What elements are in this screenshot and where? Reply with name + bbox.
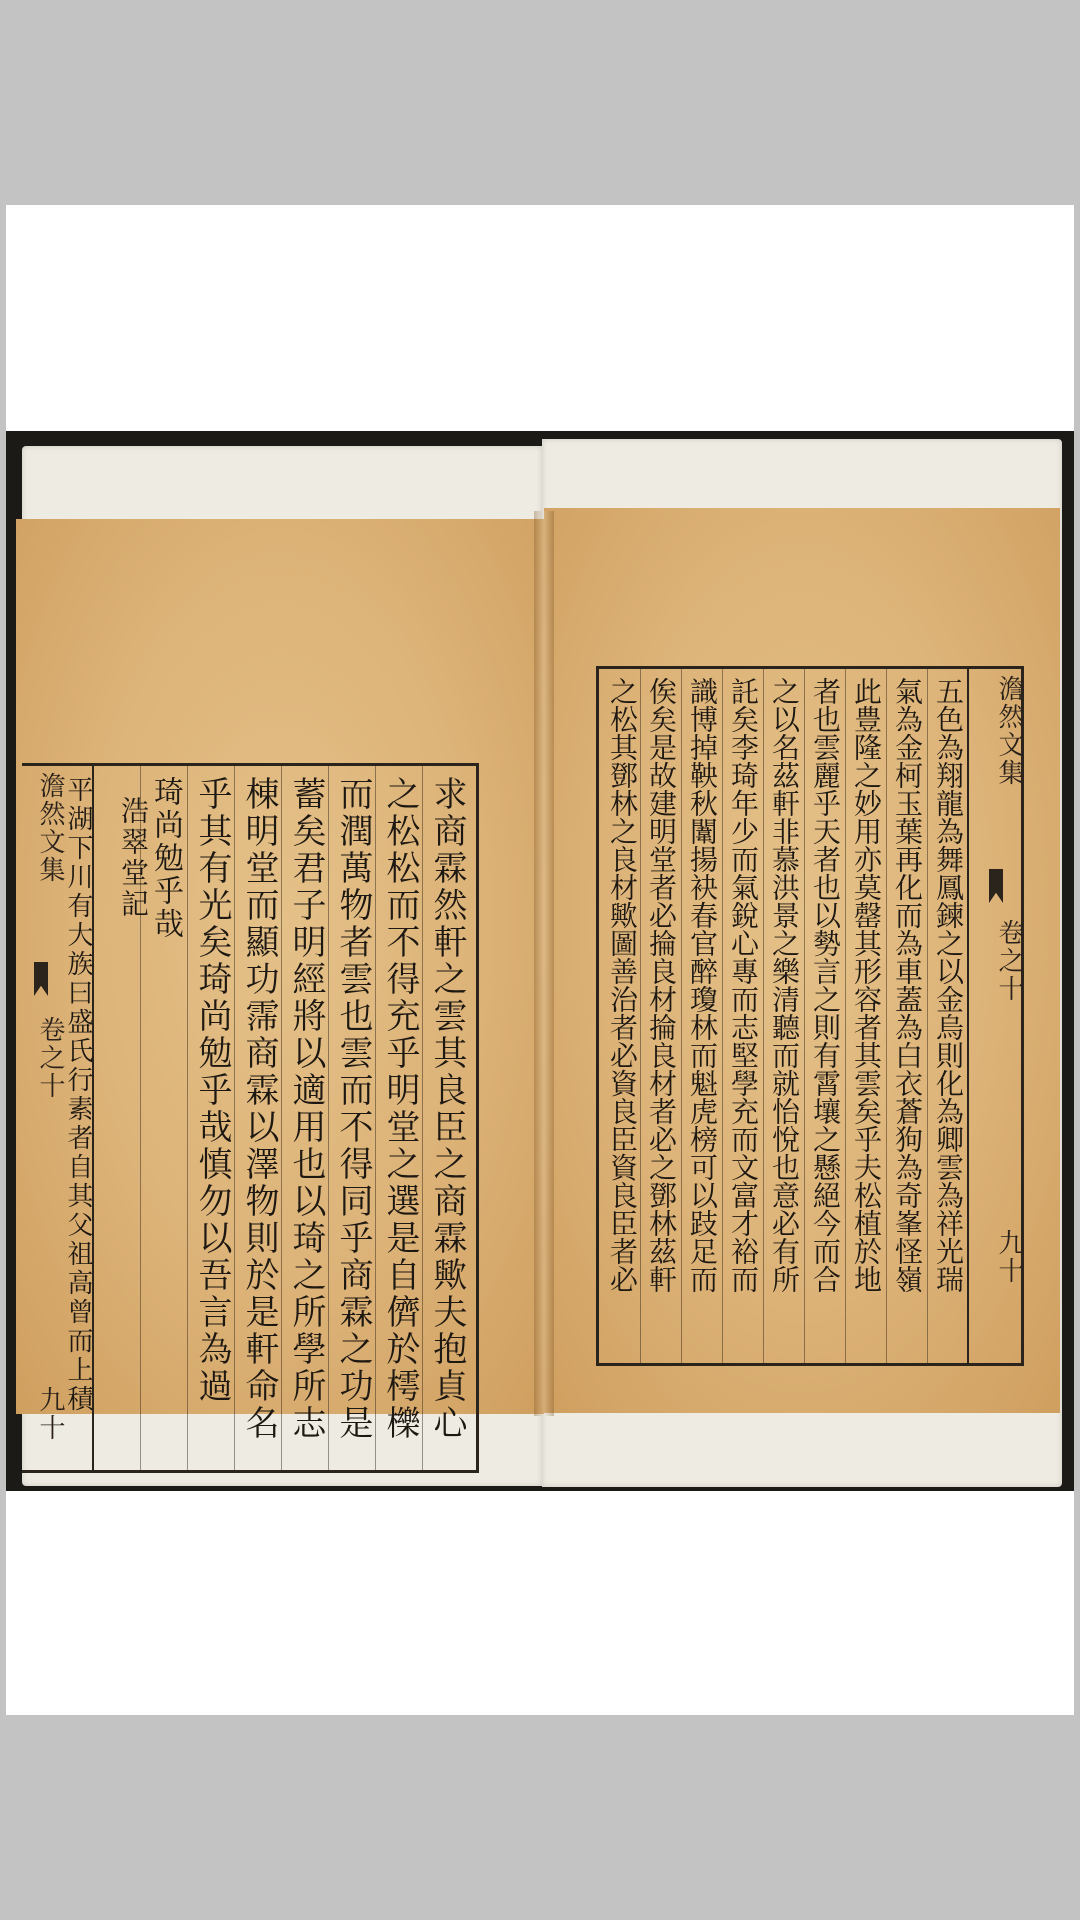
- right-banxin-line: [967, 669, 969, 1363]
- left-text-column: 而潤萬物者雲也雲而不得同乎商霖之功是: [333, 776, 373, 1442]
- right-text-column: 氣為金柯玉葉再化而為車蓋為白衣蒼狗為奇峯怪嶺: [891, 677, 924, 1293]
- left-margin-title: 澹然文集: [35, 772, 65, 884]
- book-photograph: [6, 431, 1074, 1491]
- left-section-title: 浩翠堂記: [117, 796, 150, 920]
- left-text-column: 琦尚勉乎哉: [148, 776, 183, 941]
- right-margin-title: 澹然文集: [994, 675, 1024, 787]
- image-card: [6, 205, 1074, 1715]
- left-text-column: 之松松而不得充乎明堂之選是自儕於樗櫟: [380, 776, 420, 1442]
- right-text-column: 託矣李琦年少而氣銳心專而志堅學充而文富才裕而: [727, 677, 760, 1293]
- left-text-column: 求商霖然軒之雲其良臣之商霖歟夫抱貞心: [427, 776, 467, 1442]
- right-text-column: 者也雲麗乎天者也以勢言之則有霄壤之懸絕今而合: [809, 677, 842, 1293]
- right-page: [544, 508, 1060, 1413]
- left-page-frame: [22, 763, 479, 1473]
- left-page: [16, 519, 544, 1442]
- fishtail-mark: [34, 962, 48, 996]
- right-margin-volume: 卷之十: [994, 919, 1024, 1003]
- right-margin-leaf: 九十: [994, 1229, 1024, 1285]
- left-margin-leaf: 九十: [35, 1386, 65, 1442]
- fishtail-mark: [989, 869, 1003, 903]
- left-text-column: 棟明堂而顯功霈商霖以澤物則於是軒命名: [239, 776, 279, 1442]
- left-text-column: 乎其有光矣琦尚勉乎哉慎勿以吾言為過: [192, 776, 232, 1405]
- left-margin-volume: 卷之十: [35, 1016, 65, 1100]
- book-spine: [534, 511, 554, 1416]
- right-text-column: 此豊隆之妙用亦莫罄其形容者其雲矣乎夫松植於地: [850, 677, 883, 1293]
- left-text-column: 平湖下川有大族曰盛氏行素者自其父祖高曾而上積: [63, 776, 93, 1414]
- right-text-column: 俟矣是故建明堂者必掄良材掄良材者必之鄧林茲軒: [645, 677, 678, 1293]
- right-text-column: 五色為翔龍為舞鳳鍊之以金烏則化為卿雲為祥光瑞: [932, 677, 965, 1293]
- right-text-column: 之松其鄧林之良材歟圖善治者必資良臣資良臣者必: [606, 677, 639, 1293]
- right-text-column: 識博掉鞅秋闈揚袂春官醉瓊林而魁虎榜可以跂足而: [686, 677, 719, 1293]
- right-text-column: 之以名茲軒非慕洪景之樂清聽而就怡悅也意必有所: [768, 677, 801, 1293]
- left-text-column: 蓄矣君子明經將以適用也以琦之所學所志: [286, 776, 326, 1442]
- right-page-frame: [596, 666, 1024, 1366]
